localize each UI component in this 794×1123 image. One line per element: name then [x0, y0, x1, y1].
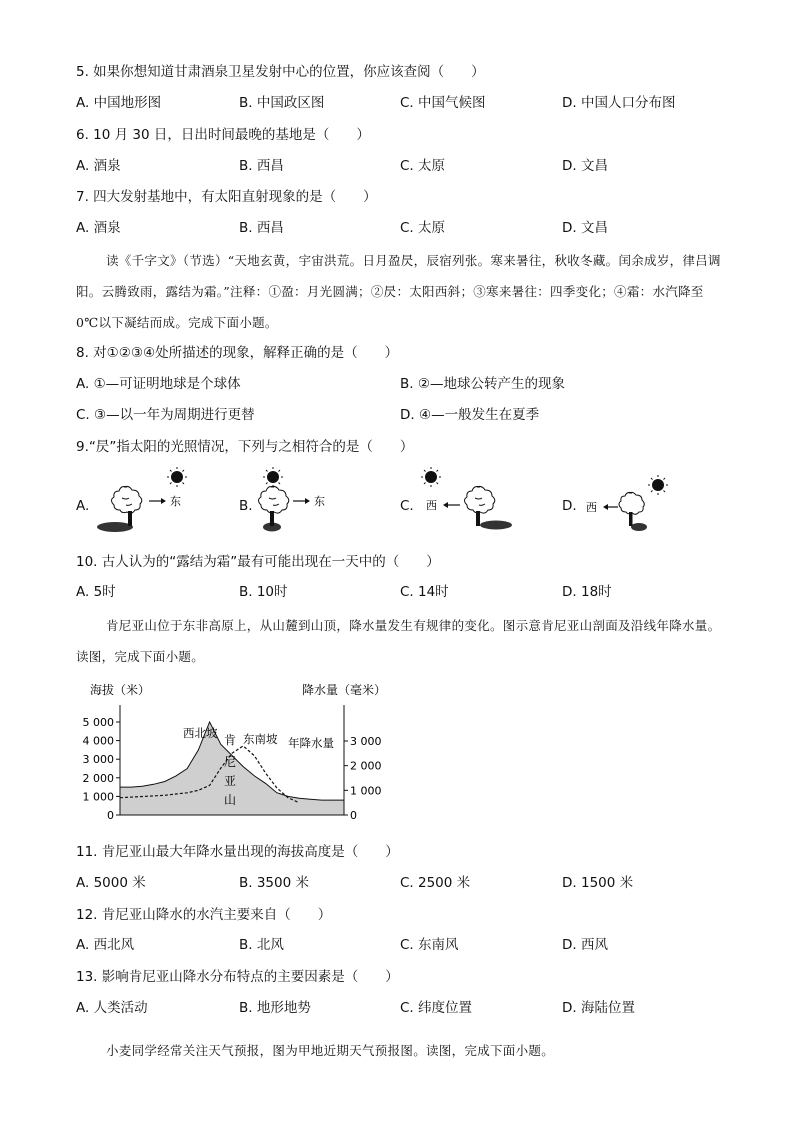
- q7-option-d: D. 文昌: [562, 220, 608, 236]
- q12-option-b: B. 北风: [239, 937, 284, 953]
- tree-shadow: [480, 521, 512, 530]
- q12-option-c: C. 东南风: [400, 937, 459, 953]
- q9-figure-d: [580, 465, 680, 537]
- q6-option-d: D. 文昌: [562, 158, 608, 174]
- q10-option-c: C. 14时: [400, 584, 449, 600]
- q12-stem: 12. 肯尼亚山降水的水汽主要来自（ ）: [76, 907, 332, 923]
- label-mountain-char-2: 尼: [224, 755, 237, 769]
- y-right-tick-label: 1 000: [350, 784, 382, 798]
- q5-option-b: B. 中国政区图: [239, 95, 325, 111]
- tree-icon: [259, 486, 289, 526]
- sun-icon: [171, 471, 183, 483]
- q5-stem: 5. 如果你想知道甘肃酒泉卫星发射中心的位置，你应该查阅（ ）: [76, 64, 485, 80]
- q9-option-b: B.: [239, 498, 253, 514]
- q7-option-a: A. 酒泉: [76, 220, 121, 236]
- q11-option-a: A. 5000 米: [76, 875, 146, 891]
- passage-weather: 小麦同学经常关注天气预报，图为甲地近期天气预报图。读图，完成下面小题。: [106, 1043, 555, 1058]
- kenya-profile-chart: [76, 680, 406, 825]
- sun-icon: [425, 471, 437, 483]
- q8-option-c: C. ③—以一年为周期进行更替: [76, 407, 255, 423]
- y-left-tick-label: 1 000: [82, 790, 114, 804]
- q8-option-d: D. ④—一般发生在夏季: [400, 407, 540, 423]
- q13-option-d: D. 海陆位置: [562, 1000, 635, 1016]
- q6-option-b: B. 西昌: [239, 158, 284, 174]
- q8-option-b: B. ②—地球公转产生的现象: [400, 376, 565, 392]
- q9-option-c: C.: [400, 498, 414, 514]
- label-southeast-slope: 东南坡: [243, 732, 278, 746]
- direction-label-west: 西: [586, 501, 597, 514]
- q5-option-d: D. 中国人口分布图: [562, 95, 676, 111]
- label-mountain-char-3: 亚: [224, 774, 237, 788]
- q6-stem: 6. 10 月 30 日，日出时间最晚的基地是（ ）: [76, 127, 370, 143]
- q10-stem: 10. 古人认为的“露结为霜”最有可能出现在一天中的（ ）: [76, 554, 440, 570]
- q13-option-c: C. 纬度位置: [400, 1000, 473, 1016]
- q11-option-d: D. 1500 米: [562, 875, 634, 891]
- q9-option-d: D.: [562, 498, 577, 514]
- q12-option-a: A. 西北风: [76, 937, 135, 953]
- direction-label-east: 东: [314, 495, 325, 508]
- y-left-tick-label: 2 000: [82, 771, 114, 785]
- arrow-east-icon: [293, 498, 310, 504]
- q7-option-b: B. 西昌: [239, 220, 284, 236]
- y-left-tick-label: 4 000: [82, 734, 114, 748]
- arrow-east-icon: [149, 498, 166, 504]
- q9-figure-a: [93, 465, 213, 537]
- tree-shadow: [97, 522, 133, 532]
- q9-option-a: A.: [76, 498, 90, 514]
- q7-option-c: C. 太原: [400, 220, 446, 236]
- q8-stem: 8. 对①②③④处所描述的现象，解释正确的是（ ）: [76, 345, 399, 361]
- passage-kenya: 肯尼亚山位于东非高原上，从山麓到山顶，降水量发生有规律的变化。图示意肯尼亚山剖面及沿线年降水量。读图，完成下面小题。: [76, 618, 721, 664]
- tree-icon: [619, 492, 644, 526]
- q9-figure-b: [255, 465, 375, 537]
- q7-stem: 7. 四大发射基地中，有太阳直射现象的是（ ）: [76, 189, 377, 205]
- q10-option-d: D. 18时: [562, 584, 612, 600]
- tree-icon: [465, 486, 495, 526]
- label-mountain-char-4: 山: [224, 793, 237, 807]
- q6-option-a: A. 酒泉: [76, 158, 121, 174]
- tree-shadow: [631, 523, 647, 531]
- y-right-tick-label: 0: [350, 809, 357, 822]
- y-axis-right-title: 降水量（毫米）: [302, 683, 387, 697]
- q9-figure-c: [418, 465, 538, 537]
- q12-option-d: D. 西风: [562, 937, 608, 953]
- q11-stem: 11. 肯尼亚山最大年降水量出现的海拔高度是（ ）: [76, 844, 399, 860]
- y-right-tick-label: 2 000: [350, 759, 382, 773]
- q9-stem: 9.“昃”指太阳的光照情况，下列与之相符合的是（ ）: [76, 439, 414, 455]
- arrow-west-icon: [443, 502, 460, 508]
- passage-qianziwen: 读《千字文》（节选）“天地玄黄，宇宙洪荒。日月盈昃，辰宿列张。寒来暑往，秋收冬藏。闰余成岁，律吕调阳。云腾致雨，露结为霜。”注释：①盈：月光圆满；②昃：太阳西斜；③寒来暑往：四季变化；④霜：水汽降至 0℃以下凝结而成。完成下面小题。: [76, 253, 721, 330]
- arrow-west-icon: [603, 504, 618, 510]
- q6-option-c: C. 太原: [400, 158, 446, 174]
- q13-option-b: B. 地形地势: [239, 1000, 311, 1016]
- q10-option-b: B. 10时: [239, 584, 288, 600]
- q11-option-c: C. 2500 米: [400, 875, 471, 891]
- y-left-tick-label: 0: [107, 809, 114, 822]
- q8-option-a: A. ①—可证明地球是个球体: [76, 376, 241, 392]
- q5-option-a: A. 中国地形图: [76, 95, 162, 111]
- y-left-tick-label: 3 000: [82, 753, 114, 767]
- y-left-tick-label: 5 000: [82, 716, 114, 729]
- q11-option-b: B. 3500 米: [239, 875, 309, 891]
- direction-label-west: 西: [426, 499, 437, 512]
- q10-option-a: A. 5时: [76, 584, 116, 600]
- sun-icon: [267, 471, 279, 483]
- y-right-tick-label: 3 000: [350, 735, 382, 748]
- q5-option-c: C. 中国气候图: [400, 95, 486, 111]
- label-annual-precipitation: 年降水量: [288, 736, 334, 750]
- tree-icon: [112, 486, 142, 526]
- q13-stem: 13. 影响肯尼亚山降水分布特点的主要因素是（ ）: [76, 969, 399, 985]
- y-axis-left-title: 海拔（米）: [90, 683, 151, 697]
- label-mountain-char-1: 肯: [224, 733, 237, 747]
- q13-option-a: A. 人类活动: [76, 1000, 148, 1016]
- sun-icon: [652, 479, 664, 491]
- label-northwest-slope: 西北坡: [183, 726, 218, 740]
- direction-label-east: 东: [170, 495, 181, 508]
